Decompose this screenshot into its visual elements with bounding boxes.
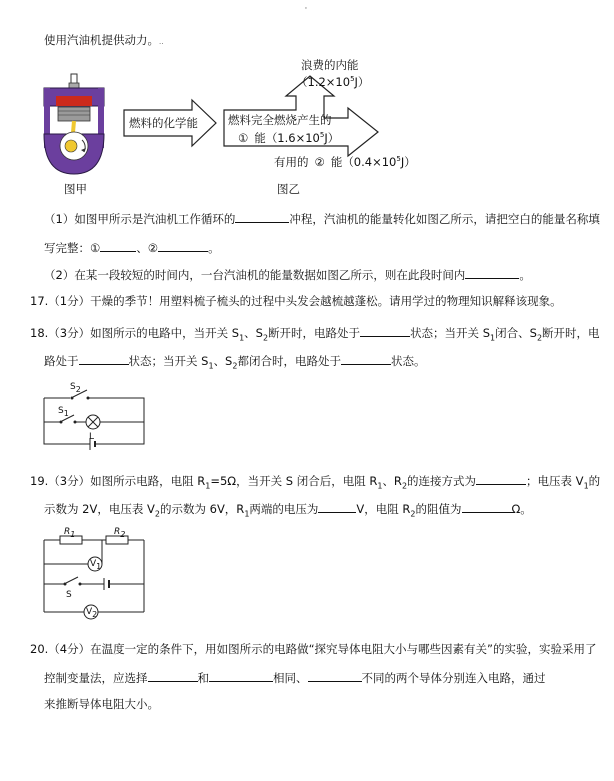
q18-state-blank-1[interactable] <box>360 325 410 337</box>
engine-figure-caption: 图甲 <box>64 182 87 196</box>
flow-waste-number: （1.2×10 <box>296 74 351 89</box>
q19-fig-r2-sub: 2 <box>120 529 126 539</box>
q19-sub: 1 <box>244 509 250 519</box>
q19-sub: 2 <box>410 509 416 519</box>
q20-text-b3: 相同、 <box>273 671 308 685</box>
q19-voltage-blank[interactable] <box>318 501 356 513</box>
q18-fig-l-label: L <box>89 432 95 442</box>
q19-text-b: 示数为 2V，电压表 V <box>44 502 155 516</box>
q16-p2-text-a: （2）在某一段较短的时间内，一台汽油机的能量数据如图乙所示，则在此段时间内 <box>44 268 466 282</box>
flow-combust-line2 <box>238 128 339 145</box>
flow-waste-value <box>296 72 369 89</box>
q16-stroke-blank[interactable] <box>235 211 289 223</box>
q19-text-a5: ；电压表 V <box>526 474 584 488</box>
q17-line: 17.（1分）干燥的季节！用塑料梳子梳头的过程中头发会越梳越蓬松。请用学过的物理知识解释该现象。 <box>30 294 562 308</box>
q18-fig-s1-sub: 1 <box>63 408 69 418</box>
q16-p1-text-d: 、② <box>136 241 159 255</box>
q18-sub: 1 <box>490 333 496 343</box>
q19-fig-r1-sub: 1 <box>70 529 76 539</box>
q18-state-blank-2[interactable] <box>79 353 129 365</box>
flow-combust-unit: J） <box>324 130 340 145</box>
q19-fig-v1-label <box>90 557 101 574</box>
q18-text-b4: 都闭合时，电路处于 <box>237 354 341 368</box>
flow-figure-caption: 图乙 <box>277 182 300 196</box>
q20-choice-blank-2[interactable] <box>209 670 273 682</box>
q16-part1-line2 <box>44 240 220 255</box>
q19-text-b2: 的示数为 6V，R <box>159 502 245 516</box>
q19-line2 <box>44 501 532 521</box>
flow-useful-unit: J） <box>400 154 416 169</box>
q20-choice-blank-3[interactable] <box>308 670 362 682</box>
q18-text-a6: 断开时，电 <box>542 326 600 340</box>
q19-text-a2: =5Ω，当开关 S 闭合后，电阻 R <box>210 474 378 488</box>
q16-p1-text-a: （1）如图甲所示是汽油机工作循环的 <box>44 212 236 226</box>
q18-sub: 1 <box>208 361 214 371</box>
flow-waste-unit: J） <box>354 74 370 89</box>
q19-fig-v2-label <box>86 605 97 622</box>
q16-efficiency-blank[interactable] <box>465 267 519 279</box>
q18-text-b2: 状态；当开关 S <box>128 354 209 368</box>
flow-combust-line1: 燃料完全燃烧产生的 <box>228 113 332 127</box>
flow-combust-value: （1.6×10 <box>265 130 320 145</box>
q19-line1 <box>30 473 600 493</box>
q18-circuit <box>40 384 150 450</box>
q18-fig-s2: S <box>70 382 76 392</box>
q19-fig-r2: R <box>114 527 121 537</box>
flow-useful-value: （0.4×10 <box>342 154 397 169</box>
q19-sub: 1 <box>205 481 211 491</box>
q18-text-a: 18.（3分）如图所示的电路中，当开关 S <box>30 326 240 340</box>
q18-state-blank-3[interactable] <box>341 353 391 365</box>
flow-useful-prefix: 有用的 <box>274 154 309 169</box>
q18-text-b5: 状态。 <box>390 354 426 368</box>
q19-text-b5: 的阻值为 <box>415 502 462 516</box>
q19-sub: 2 <box>154 509 160 519</box>
flow-waste-label: 浪费的内能 <box>301 58 359 72</box>
q18-text-a5: 闭合、S <box>495 326 537 340</box>
flow-useful-label: 能 <box>330 154 343 169</box>
q19-fig-r2-label <box>114 525 125 542</box>
q19-connection-blank[interactable] <box>476 473 526 485</box>
q19-fig-v2-sub: 2 <box>92 609 98 619</box>
q18-text-a2: 、S <box>244 326 263 340</box>
q19-resistance-blank[interactable] <box>462 501 512 513</box>
q20-choice-blank-1[interactable] <box>148 670 198 682</box>
q18-fig-s2-sub: 2 <box>75 384 81 394</box>
q19-fig-v2: V <box>86 607 93 617</box>
q16-p1-text-c: 写完整：① <box>44 241 101 255</box>
flow-useful-line <box>274 152 416 169</box>
q19-sub: 2 <box>401 481 408 491</box>
q19-text-b3: 两端的电压为 <box>249 502 319 516</box>
q16-p1-text-e: 。 <box>208 241 220 255</box>
q16-energy-blank-1[interactable] <box>100 240 136 252</box>
q18-fig-s2-label <box>70 380 81 397</box>
q20-line1: 20.（4分）在温度一定的条件下，用如图所示的电路做“探究导体电阻大小与哪些因素有关”的实验，实验采用了 <box>30 642 597 656</box>
q18-fig-s1: S <box>58 406 64 416</box>
flow-chem-label: 燃料的化学能 <box>129 116 198 130</box>
q19-fig-v1: V <box>90 559 97 569</box>
q18-sub: 2 <box>232 361 238 371</box>
q18-text-a4: 状态；当开关 S <box>410 326 491 340</box>
q16-p1-text-b: 冲程，汽油机的能量转化如图乙所示，请把空白的能量名称填 <box>289 212 600 226</box>
q18-text-a3: 断开时，电路处于 <box>268 326 361 340</box>
q19-fig-r1-label <box>64 525 75 542</box>
para-mark: .. <box>159 38 164 46</box>
q19-sub: 1 <box>377 481 383 491</box>
q19-fig-v1-sub: 1 <box>96 561 102 571</box>
q19-fig-s-label: S <box>66 590 72 600</box>
q16-part2-line <box>44 267 531 282</box>
q20-line2 <box>44 670 546 685</box>
q20-line3: 来推断导体电阻大小。 <box>44 697 159 711</box>
flow-useful-exp: 5 <box>396 155 401 163</box>
flow-useful-blank-2: ② <box>314 154 325 169</box>
flow-waste-exp: 5 <box>350 75 355 83</box>
q19-text-a: 19.（3分）如图所示电路，电阻 R <box>30 474 206 488</box>
q18-text-b: 路处于 <box>44 354 79 368</box>
engine-figure <box>38 74 118 179</box>
q18-line1 <box>30 325 600 345</box>
q16-p2-text-b: 。 <box>519 268 531 282</box>
flow-combust-exp: 5 <box>319 131 325 139</box>
q16-energy-blank-2[interactable] <box>158 240 208 252</box>
q16-part1-line1 <box>44 211 600 226</box>
q19-sub: 1 <box>583 481 589 491</box>
q18-line2 <box>44 353 425 373</box>
q18-sub: 2 <box>262 333 269 343</box>
q18-text-b3: 、S <box>213 354 233 368</box>
q19-text-a4: 的连接方式为 <box>407 474 477 488</box>
q18-sub: 2 <box>536 333 543 343</box>
q19-fig-r1: R <box>64 527 71 537</box>
intro-text: 使用汽油机提供动力。 <box>44 33 159 47</box>
intro-line <box>44 33 163 49</box>
flow-combust-blank-1: ① <box>238 130 249 145</box>
q20-text-b: 控制变量法，应选择 <box>44 671 148 685</box>
top-mark: ' <box>305 6 307 14</box>
q19-text-b4: V，电阻 R <box>356 502 411 516</box>
q20-text-b4: 不同的两个导体分别连入电路，通过 <box>361 671 546 685</box>
q19-text-a6: 的 <box>588 474 601 488</box>
flow-combust-label: 能 <box>254 130 266 145</box>
q19-text-b6: Ω。 <box>511 502 532 516</box>
q20-text-b2: 和 <box>197 671 209 685</box>
q18-fig-s1-label <box>58 404 69 421</box>
q18-sub: 1 <box>239 333 245 343</box>
q19-text-a3: 、R <box>382 474 402 488</box>
